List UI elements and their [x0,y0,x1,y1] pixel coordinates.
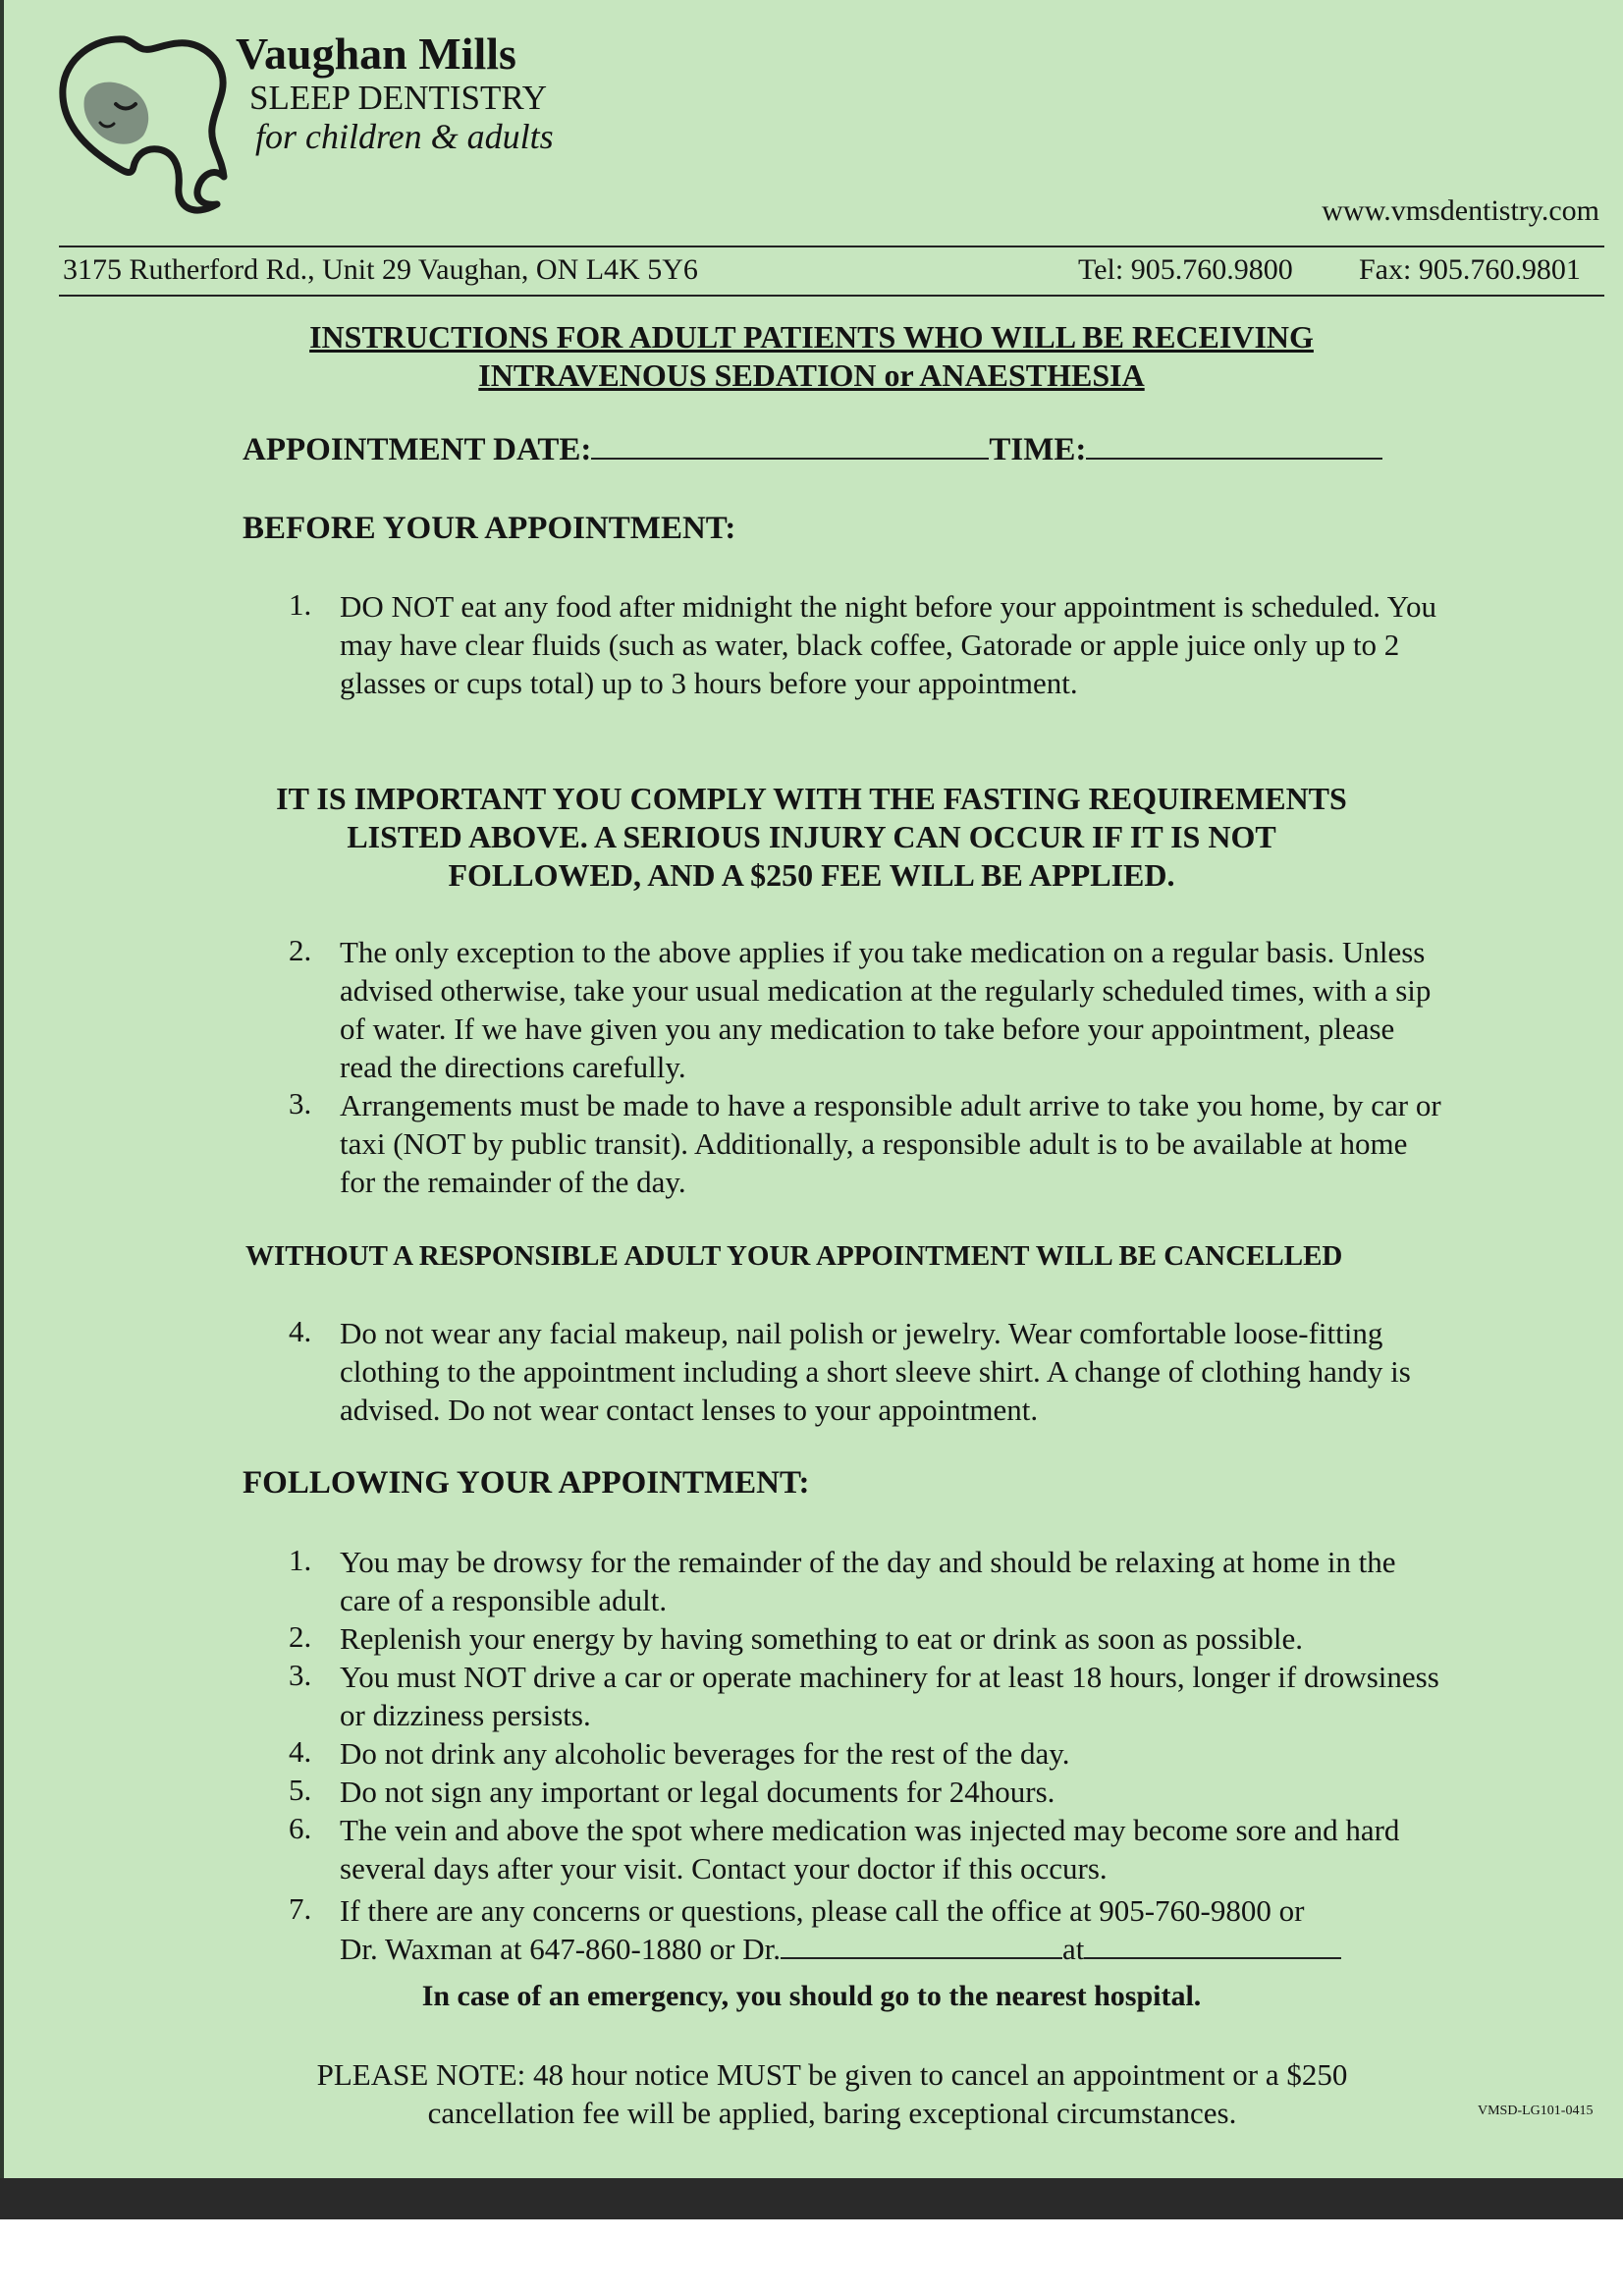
appointment-time-blank[interactable] [1086,432,1382,460]
website-link[interactable]: www.vmsdentistry.com [1322,194,1599,227]
tooth-sleeping-icon [55,29,242,226]
cancellation-note [0,2055,1623,2132]
list-item [0,1086,1623,1201]
doctor-name-blank[interactable] [781,1932,1062,1959]
list-item [0,587,1623,702]
list-item [0,1734,1623,1773]
list-item-text: Arrangements must be made to have a responsible adult arrive to take you home, by car or taxi (NOT by public transit). Additionally, a responsible adult is to be available at home for the remainder of the day. [340,1088,1441,1199]
document-title-line2: INTRAVENOUS SEDATION or ANAESTHESIA [478,357,1145,393]
list-item-number: 3. [289,1658,312,1692]
following-item7 [0,1891,1623,1968]
emergency-notice: In case of an emergency, you should go to the nearest hospital. [421,1980,1202,2012]
list-item-number: 3. [289,1086,312,1121]
following-list [0,1543,1623,1887]
item7-line2 [340,1930,1449,1968]
item7-line1: If there are any concerns or questions, please call the office at 905-760-9800 or [340,1893,1305,1928]
list-item-text: You must NOT drive a car or operate machinery for at least 18 hours, longer if drowsiness or dizziness persists. [340,1660,1439,1732]
item7-at-text: at [1061,1932,1085,1966]
appointment-date-label: APPOINTMENT DATE: [243,432,592,467]
clinic-fax: Fax: 905.760.9801 [1359,253,1581,286]
list-item [0,1619,1623,1658]
doctor-phone-blank[interactable] [1084,1932,1341,1959]
list-item-number: 5. [289,1773,312,1807]
list-item [0,1891,1623,1968]
cancellation-note-line1: PLEASE NOTE: 48 hour notice MUST be given to cancel an appointment or a $250 [316,2057,1348,2092]
list-item [0,1543,1623,1619]
list-item [0,933,1623,1086]
brand-tagline: for children & adults [255,117,554,156]
list-item [0,1811,1623,1887]
appointment-date-blank[interactable] [591,432,989,460]
list-item-number: 1. [289,587,312,622]
before-heading: BEFORE YOUR APPOINTMENT: [243,511,736,546]
document-title-line1: INSTRUCTIONS FOR ADULT PATIENTS WHO WILL BE RECEIVING [309,319,1314,355]
before-list-part2 [0,933,1623,1201]
without-adult-warning: WITHOUT A RESPONSIBLE ADULT YOUR APPOINTMENT WILL BE CANCELLED [245,1240,1343,1272]
clinic-address: 3175 Rutherford Rd., Unit 29 Vaughan, ON L4K 5Y6 [63,253,698,286]
header-rule-bottom [59,295,1604,297]
clinic-phone: Tel: 905.760.9800 [1078,253,1293,286]
list-item-number: 4. [289,1314,312,1348]
list-item-text: Do not drink any alcoholic beverages for the rest of the day. [340,1736,1070,1771]
list-item-text: The vein and above the spot where medication was injected may become sore and hard several days after your visit. Contact your doctor if this occurs. [340,1813,1400,1886]
before-list-part3 [0,1314,1623,1429]
item7-doctor-text: Dr. Waxman at 647-860-1880 or Dr. [340,1932,781,1966]
fasting-warning [0,780,1623,895]
following-heading: FOLLOWING YOUR APPOINTMENT: [243,1465,810,1501]
appointment-fields [243,432,1382,468]
list-item-number: 2. [289,1619,312,1654]
list-item-number: 7. [289,1891,312,1926]
fasting-warning-line3: FOLLOWED, AND A $250 FEE WILL BE APPLIED. [448,857,1175,893]
list-item-text: DO NOT eat any food after midnight the night before your appointment is scheduled. You may have clear fluids (such as water, black coffee, Gatorade or apple juice only up to 2 glasses or cups total) up to 3 hours before your appointment. [340,589,1436,700]
list-item-text: You may be drowsy for the remainder of the day and should be relaxing at home in the care of a responsible adult. [340,1545,1396,1617]
brand-subtitle: SLEEP DENTISTRY [249,79,548,117]
cancellation-note-line2: cancellation fee will be applied, baring exceptional circumstances. [427,2096,1237,2130]
list-item-text: Do not wear any facial makeup, nail polish or jewelry. Wear comfortable loose-fitting clothing to the appointment including a short sleeve shirt. A change of clothing handy is advised. Do not wear contact lenses to your appointment. [340,1316,1411,1427]
list-item-text [340,1891,1449,1968]
list-item [0,1314,1623,1429]
form-code: VMSD-LG101-0415 [1478,2104,1594,2118]
scan-bottom-band [0,2178,1623,2219]
header-rule-top [59,246,1604,247]
list-item [0,1658,1623,1734]
list-item-text: Replenish your energy by having something to eat or drink as soon as possible. [340,1621,1303,1656]
fasting-warning-line1: IT IS IMPORTANT YOU COMPLY WITH THE FASTING REQUIREMENTS [276,781,1347,816]
brand-name: Vaughan Mills [236,28,516,79]
appointment-time-label: TIME: [989,432,1087,467]
list-item-text: Do not sign any important or legal documents for 24hours. [340,1775,1055,1809]
list-item [0,1773,1623,1811]
before-list-part1 [0,587,1623,702]
list-item-number: 2. [289,933,312,967]
fasting-warning-line2: LISTED ABOVE. A SERIOUS INJURY CAN OCCUR IF IT IS NOT [347,819,1276,854]
list-item-number: 1. [289,1543,312,1577]
list-item-number: 4. [289,1734,312,1769]
list-item-number: 6. [289,1811,312,1845]
list-item-text: The only exception to the above applies if you take medication on a regular basis. Unless advised otherwise, take your usual medication at the regularly scheduled times, with a sip of water. If we have given you any medication to take before your appointment, please read the directions carefully. [340,935,1432,1084]
